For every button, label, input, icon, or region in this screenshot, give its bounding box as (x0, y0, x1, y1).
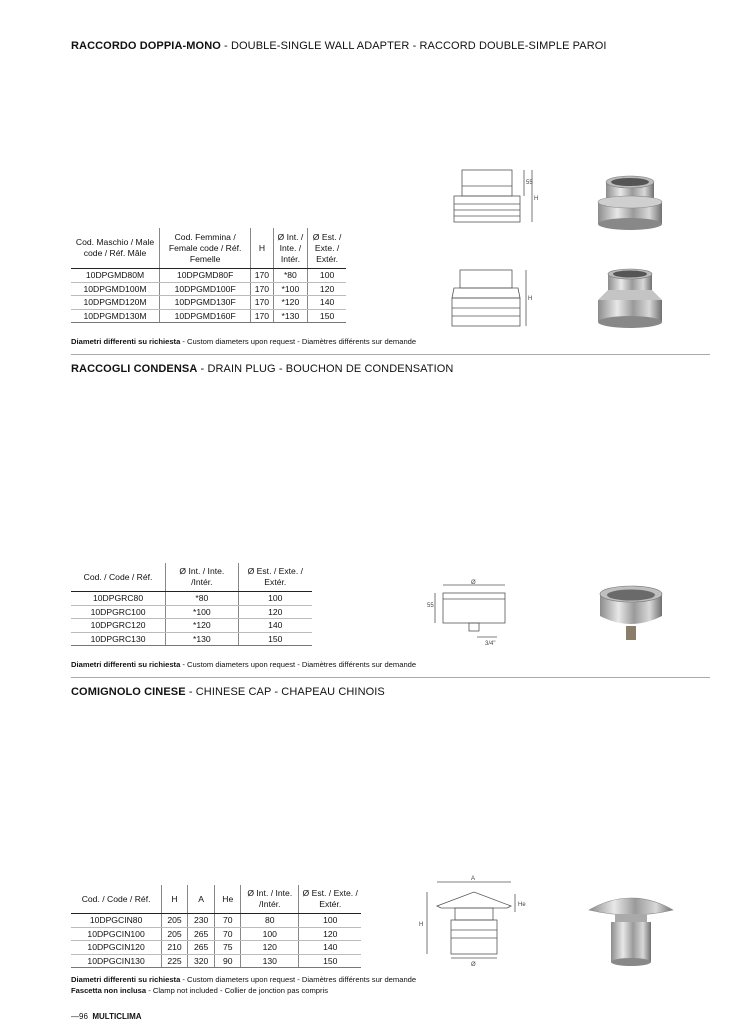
table-row (71, 309, 346, 323)
table-cell: 265 (187, 927, 215, 941)
dim-he: He (518, 902, 526, 908)
section-divider (71, 354, 710, 355)
table-cell: 10DPGRC100 (71, 605, 166, 619)
table-cell: 320 (187, 954, 215, 968)
table-cell: 10DPGMD160F (160, 309, 251, 323)
page-footer (71, 1012, 142, 1021)
table-cell: 75 (215, 941, 241, 955)
table-cell: 10DPGMD100M (71, 282, 160, 296)
table-cell: 80 (241, 914, 299, 928)
table-cell: *130 (166, 632, 238, 646)
table-row (71, 592, 312, 606)
table-row (71, 954, 361, 968)
table-cell: 100 (241, 927, 299, 941)
note-clamp-not-included: Fascetta non inclusa - Clamp not included - Collier de jonction pas compris (71, 986, 329, 995)
section-title-chinese-cap: COMIGNOLO CINESE - CHINESE CAP - CHAPEAU CHINOIS (71, 686, 385, 698)
table-cell: *80 (273, 269, 308, 283)
section-divider (71, 677, 710, 678)
table-cell: 140 (308, 296, 346, 310)
table-cell: 10DPGRC120 (71, 619, 166, 633)
table-cell: 10DPGCIN80 (71, 914, 162, 928)
table-cell: 170 (251, 296, 273, 310)
table-cell: 100 (299, 914, 361, 928)
table-cell: 120 (238, 605, 312, 619)
note-custom-diameters: Diametri differenti su richiesta - Custom diameters upon request - Diamètres différents sur demande (71, 975, 417, 984)
table-row (71, 914, 361, 928)
col-header: Ø Int. / Inte. /Intér. (241, 885, 299, 914)
table-cell: 10DPGMD130M (71, 309, 160, 323)
table-cell: 90 (215, 954, 241, 968)
col-header: Cod. Femmina / Female code / Réf. Femelle (160, 228, 251, 269)
dim-55: 55 (526, 180, 533, 186)
table-cell: 120 (241, 941, 299, 955)
table-cell: 170 (251, 282, 273, 296)
table-cell: 205 (162, 927, 188, 941)
col-header: H (162, 885, 188, 914)
table-cell: 205 (162, 914, 188, 928)
adapter-photo-alt (590, 264, 670, 332)
table-row (71, 619, 312, 633)
table-cell: 10DPGMD100F (160, 282, 251, 296)
drain-plug-technical-drawing (425, 575, 525, 650)
table-row (71, 296, 346, 310)
table-cell: *120 (166, 619, 238, 633)
table-row (71, 605, 312, 619)
table-cell: 170 (251, 309, 273, 323)
table-cell: 10DPGCIN100 (71, 927, 162, 941)
note-custom-diameters: Diametri differenti su richiesta - Custom diameters upon request - Diamètres différents sur demande (71, 660, 417, 669)
table-cell: 130 (241, 954, 299, 968)
table-cell: 10DPGCIN130 (71, 954, 162, 968)
table-cell: 120 (299, 927, 361, 941)
table-cell: 70 (215, 927, 241, 941)
dim-diameter: Ø (471, 962, 476, 968)
table-cell: 150 (308, 309, 346, 323)
chinese-cap-technical-drawing (415, 872, 530, 970)
adapter-technical-drawing (440, 160, 540, 240)
table-cell: 10DPGCIN120 (71, 941, 162, 955)
table-cell: 70 (215, 914, 241, 928)
col-header: Cod. / Code / Réf. (71, 885, 162, 914)
col-header: A (187, 885, 215, 914)
col-header: Ø Est. / Exte. / Extér. (308, 228, 346, 269)
col-header: Ø Int. / Inte. /Intér. (166, 563, 238, 592)
col-header: Cod. Maschio / Male code / Réf. Mâle (71, 228, 160, 269)
table-cell: 100 (308, 269, 346, 283)
drain-plug-photo (592, 578, 670, 650)
adapter-table (71, 228, 346, 323)
table-cell: 10DPGMD80M (71, 269, 160, 283)
col-header: Ø Est. / Exte. / Extér. (238, 563, 312, 592)
table-cell: *80 (166, 592, 238, 606)
table-cell: 140 (299, 941, 361, 955)
note-custom-diameters: Diametri differenti su richiesta - Custom diameters upon request - Diamètres différents sur demande (71, 337, 417, 346)
table-cell: 10DPGMD120M (71, 296, 160, 310)
table-row (71, 269, 346, 283)
col-header: Ø Int. / Inte. / Intér. (273, 228, 308, 269)
table-cell: 150 (299, 954, 361, 968)
table-cell: 100 (238, 592, 312, 606)
table-cell: 230 (187, 914, 215, 928)
dim-h: H (528, 296, 533, 302)
table-row (71, 282, 346, 296)
dim-55: 55 (427, 603, 434, 609)
col-header: H (251, 228, 273, 269)
dim-h: H (419, 922, 424, 928)
dim-a: A (471, 876, 476, 882)
table-cell: 10DPGRC130 (71, 632, 166, 646)
table-cell: 225 (162, 954, 188, 968)
chinese-cap-table (71, 885, 361, 968)
section-title-drain-plug: RACCOGLI CONDENSA - DRAIN PLUG - BOUCHON DE CONDENSATION (71, 363, 454, 375)
table-cell: 265 (187, 941, 215, 955)
table-cell: 170 (251, 269, 273, 283)
col-header: He (215, 885, 241, 914)
table-cell: 210 (162, 941, 188, 955)
chinese-cap-photo (585, 880, 677, 970)
section-title-adapter: RACCORDO DOPPIA-MONO - DOUBLE-SINGLE WALL ADAPTER - RACCORD DOUBLE-SIMPLE PAROI (71, 40, 607, 52)
drain-plug-table (71, 563, 312, 646)
table-cell: *100 (166, 605, 238, 619)
table-row (71, 632, 312, 646)
table-cell: 10DPGMD130F (160, 296, 251, 310)
table-cell: *120 (273, 296, 308, 310)
dim-thread: 3/4" (485, 641, 496, 647)
table-cell: 10DPGMD80F (160, 269, 251, 283)
dim-diameter: Ø (471, 580, 476, 586)
col-header: Cod. / Code / Réf. (71, 563, 166, 592)
table-cell: *130 (273, 309, 308, 323)
brand-name: MULTICLIMA (92, 1012, 142, 1021)
table-cell: *100 (273, 282, 308, 296)
dim-h: H (534, 196, 539, 202)
col-header: Ø Est. / Exte. / Extér. (299, 885, 361, 914)
table-cell: 10DPGRC80 (71, 592, 166, 606)
adapter-photo (590, 168, 670, 238)
table-row (71, 941, 361, 955)
table-cell: 150 (238, 632, 312, 646)
page-number: —96 (71, 1012, 88, 1021)
table-cell: 120 (308, 282, 346, 296)
table-cell: 140 (238, 619, 312, 633)
adapter-technical-drawing-alt (440, 262, 540, 334)
table-row (71, 927, 361, 941)
